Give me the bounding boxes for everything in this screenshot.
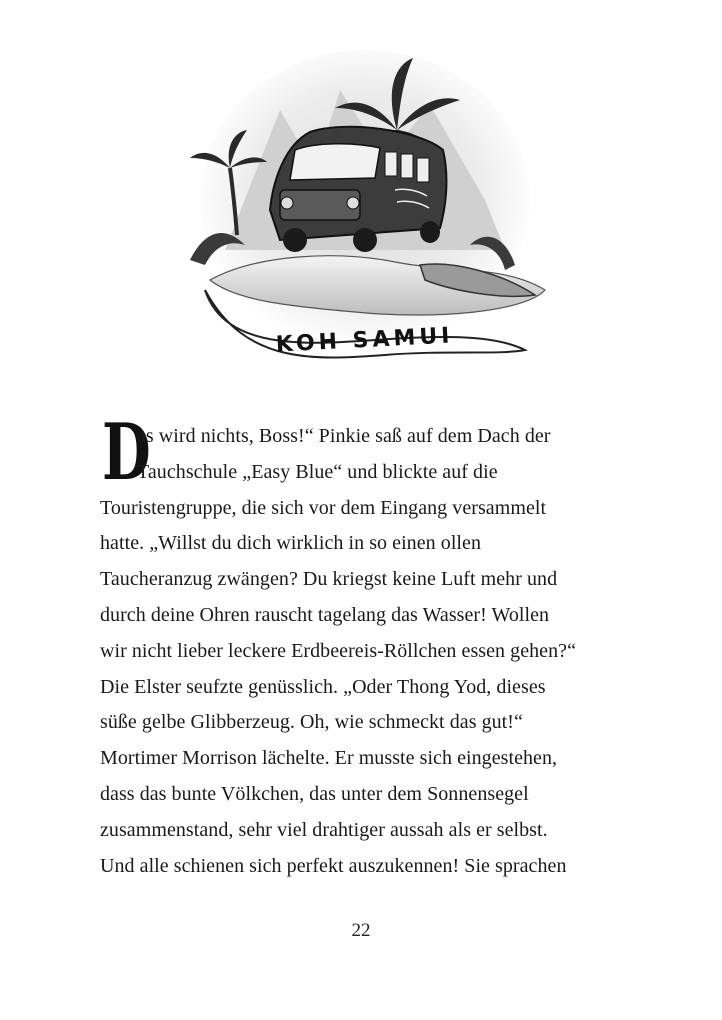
text-line: Die Elster seufzte genüsslich. „Oder Thong Yod, dieses bbox=[100, 675, 546, 698]
text-line: wir nicht lieber leckere Erdbeereis-Röllchen essen gehen?“ bbox=[100, 639, 577, 662]
text-line: Mortimer Morrison lächelte. Er musste sich eingestehen, bbox=[100, 747, 558, 770]
page-number: 22 bbox=[351, 920, 371, 941]
text-line: Touristengruppe, die sich vor dem Eingang versammelt bbox=[100, 496, 547, 519]
text-line: Und alle schienen sich perfekt auszukennen! Sie sprachen bbox=[100, 854, 567, 877]
text-line: durch deine Ohren rauscht tagelang das Wasser! Wollen bbox=[100, 603, 550, 626]
text-line: Taucheranzug zwängen? Du kriegst keine Luft mehr und bbox=[100, 568, 558, 591]
koh-samui-illustration bbox=[185, 50, 555, 380]
text-line: as wird nichts, Boss!“ Pinkie saß auf dem Dach der bbox=[137, 425, 551, 447]
text-line: hatte. „Willst du dich wirklich in so einen ollen bbox=[100, 532, 482, 555]
text-line: dass das bunte Völkchen, das unter dem Sonnensegel bbox=[100, 782, 529, 805]
body-text bbox=[100, 407, 640, 884]
text-line: zusammenstand, sehr viel drahtiger aussah als er selbst. bbox=[100, 818, 548, 841]
text-line: süße gelbe Glibberzeug. Oh, wie schmeckt das gut!“ bbox=[100, 711, 523, 734]
banner-text: KOH SAMUI bbox=[275, 323, 455, 358]
text-line: Tauchschule „Easy Blue“ und blickte auf die bbox=[137, 460, 498, 483]
drop-cap-letter: D bbox=[102, 407, 151, 498]
